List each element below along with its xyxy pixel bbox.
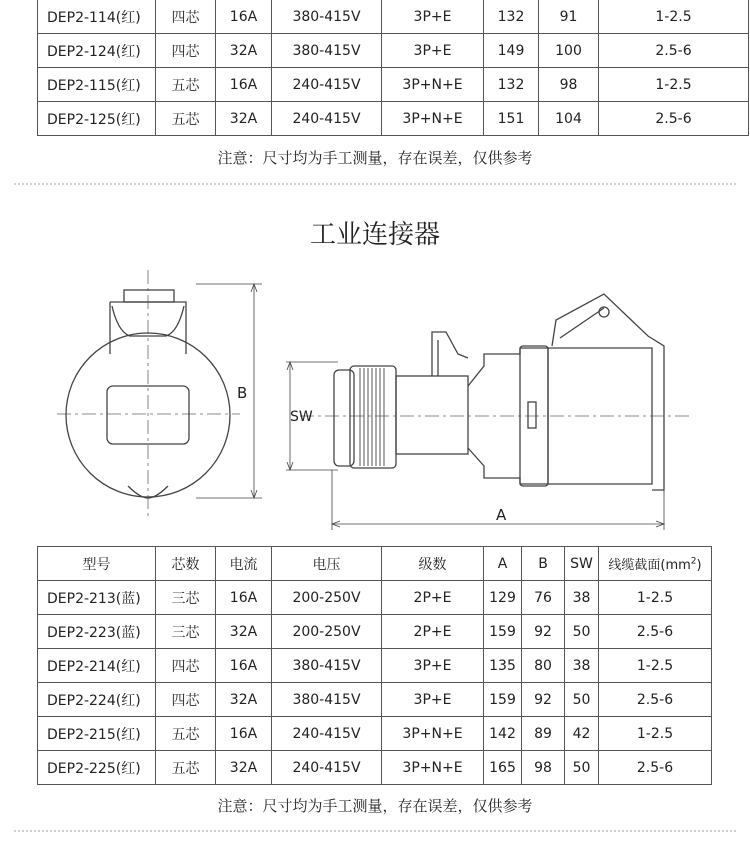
table-cell: 104 bbox=[539, 102, 599, 136]
table-cell: 151 bbox=[484, 102, 539, 136]
table-cell: 1-2.5 bbox=[599, 649, 712, 683]
table-cell: 80 bbox=[522, 649, 565, 683]
table-cell: 50 bbox=[565, 683, 599, 717]
dim-label-a: A bbox=[496, 506, 507, 524]
table-cell: 四芯 bbox=[156, 0, 216, 34]
table-cell: 240-415V bbox=[272, 751, 382, 785]
table-cell: 16A bbox=[216, 581, 272, 615]
header-cores: 芯数 bbox=[156, 547, 216, 581]
table-cell: 129 bbox=[484, 581, 522, 615]
table-cell: 240-415V bbox=[272, 102, 382, 136]
table-cell: DEP2-115(红) bbox=[38, 68, 156, 102]
dim-label-sw: SW bbox=[290, 409, 313, 425]
table-cell: DEP2-224(红) bbox=[38, 683, 156, 717]
table-cell: 50 bbox=[565, 615, 599, 649]
table-cell: 2P+E bbox=[382, 581, 484, 615]
table-cell: 240-415V bbox=[272, 68, 382, 102]
table-cell: 2.5-6 bbox=[599, 751, 712, 785]
table-cell: DEP2-125(红) bbox=[38, 102, 156, 136]
table-cell: 2.5-6 bbox=[599, 683, 712, 717]
header-voltage: 电压 bbox=[272, 547, 382, 581]
table-row bbox=[38, 102, 749, 136]
table-cell: 50 bbox=[565, 751, 599, 785]
table-row bbox=[38, 581, 712, 615]
table-cell: 3P+E bbox=[382, 0, 484, 34]
table-cell: 32A bbox=[216, 615, 272, 649]
table-cell: DEP2-124(红) bbox=[38, 34, 156, 68]
table-row bbox=[38, 0, 749, 34]
divider-top bbox=[14, 183, 736, 185]
table-cell: 32A bbox=[216, 34, 272, 68]
table-cell: 149 bbox=[484, 34, 539, 68]
table-cell: 38 bbox=[565, 649, 599, 683]
table-cell: 200-250V bbox=[272, 581, 382, 615]
table-row bbox=[38, 649, 712, 683]
header-model: 型号 bbox=[38, 547, 156, 581]
table-cell: 五芯 bbox=[156, 751, 216, 785]
table-cell: 132 bbox=[484, 0, 539, 34]
header-poles: 级数 bbox=[382, 547, 484, 581]
table-cell: 159 bbox=[484, 615, 522, 649]
header-sw: SW bbox=[565, 547, 599, 581]
table-cell: 四芯 bbox=[156, 34, 216, 68]
table-cell: 76 bbox=[522, 581, 565, 615]
header-b: B bbox=[522, 547, 565, 581]
connector-drawing bbox=[0, 258, 750, 538]
table-cell: 2.5-6 bbox=[599, 34, 749, 68]
table-cell: 1-2.5 bbox=[599, 0, 749, 34]
table-cell: 380-415V bbox=[272, 683, 382, 717]
table-cell: 四芯 bbox=[156, 683, 216, 717]
table-cell: 3P+E bbox=[382, 649, 484, 683]
table-cell: 92 bbox=[522, 615, 565, 649]
table-cell: 2P+E bbox=[382, 615, 484, 649]
table-cell: 3P+N+E bbox=[382, 102, 484, 136]
table-cell: 3P+N+E bbox=[382, 717, 484, 751]
table-cell: 五芯 bbox=[156, 68, 216, 102]
table-cell: 200-250V bbox=[272, 615, 382, 649]
table-cell: 98 bbox=[522, 751, 565, 785]
table-cell: 16A bbox=[216, 0, 272, 34]
table-cell: DEP2-225(红) bbox=[38, 751, 156, 785]
bottom-spec-table bbox=[37, 546, 712, 785]
table-cell: 165 bbox=[484, 751, 522, 785]
table-row bbox=[38, 68, 749, 102]
table-cell: 240-415V bbox=[272, 717, 382, 751]
table-cell: 32A bbox=[216, 102, 272, 136]
header-current: 电流 bbox=[216, 547, 272, 581]
table-cell: DEP2-114(红) bbox=[38, 0, 156, 34]
table-row bbox=[38, 34, 749, 68]
dim-label-b: B bbox=[237, 384, 248, 402]
table-cell: 32A bbox=[216, 683, 272, 717]
header-a: A bbox=[484, 547, 522, 581]
table-row bbox=[38, 717, 712, 751]
table-cell: 1-2.5 bbox=[599, 581, 712, 615]
table-cell: 100 bbox=[539, 34, 599, 68]
note-bottom: 注意：尺寸均为手工测量，存在误差，仅供参考 bbox=[217, 797, 533, 815]
divider-bottom bbox=[14, 830, 736, 832]
table-cell: 2.5-6 bbox=[599, 102, 749, 136]
table-cell: 132 bbox=[484, 68, 539, 102]
table-cell: DEP2-214(红) bbox=[38, 649, 156, 683]
table-cell: 98 bbox=[539, 68, 599, 102]
section-title: 工业连接器 bbox=[309, 220, 440, 250]
table-cell: 38 bbox=[565, 581, 599, 615]
table-cell: 92 bbox=[522, 683, 565, 717]
table-header-row bbox=[38, 547, 712, 581]
table-cell: 16A bbox=[216, 717, 272, 751]
table-cell: 五芯 bbox=[156, 717, 216, 751]
table-cell: DEP2-215(红) bbox=[38, 717, 156, 751]
table-cell: DEP2-213(蓝) bbox=[38, 581, 156, 615]
table-cell: 五芯 bbox=[156, 102, 216, 136]
table-cell: 3P+E bbox=[382, 683, 484, 717]
header-cable-section: 线缆截面$(mm^2)$ bbox=[599, 547, 712, 581]
table-cell: 3P+N+E bbox=[382, 751, 484, 785]
table-cell: 3P+E bbox=[382, 34, 484, 68]
table-cell: DEP2-223(蓝) bbox=[38, 615, 156, 649]
table-cell: 2.5-6 bbox=[599, 615, 712, 649]
table-cell: 16A bbox=[216, 68, 272, 102]
table-cell: 32A bbox=[216, 751, 272, 785]
table-cell: 380-415V bbox=[272, 0, 382, 34]
table-cell: 三芯 bbox=[156, 581, 216, 615]
top-spec-table bbox=[37, 0, 749, 136]
front-view bbox=[57, 270, 262, 520]
table-row bbox=[38, 683, 712, 717]
table-cell: 91 bbox=[539, 0, 599, 34]
table-cell: 四芯 bbox=[156, 649, 216, 683]
note-top: 注意：尺寸均为手工测量，存在误差，仅供参考 bbox=[217, 149, 533, 167]
table-cell: 135 bbox=[484, 649, 522, 683]
table-cell: 380-415V bbox=[272, 34, 382, 68]
table-cell: 3P+N+E bbox=[382, 68, 484, 102]
table-row bbox=[38, 751, 712, 785]
table-cell: 159 bbox=[484, 683, 522, 717]
table-cell: 89 bbox=[522, 717, 565, 751]
table-cell: 380-415V bbox=[272, 649, 382, 683]
table-row bbox=[38, 615, 712, 649]
table-cell: 16A bbox=[216, 649, 272, 683]
table-cell: 1-2.5 bbox=[599, 717, 712, 751]
table-cell: 142 bbox=[484, 717, 522, 751]
table-cell: 1-2.5 bbox=[599, 68, 749, 102]
side-view bbox=[286, 294, 690, 530]
table-cell: 42 bbox=[565, 717, 599, 751]
table-cell: 三芯 bbox=[156, 615, 216, 649]
